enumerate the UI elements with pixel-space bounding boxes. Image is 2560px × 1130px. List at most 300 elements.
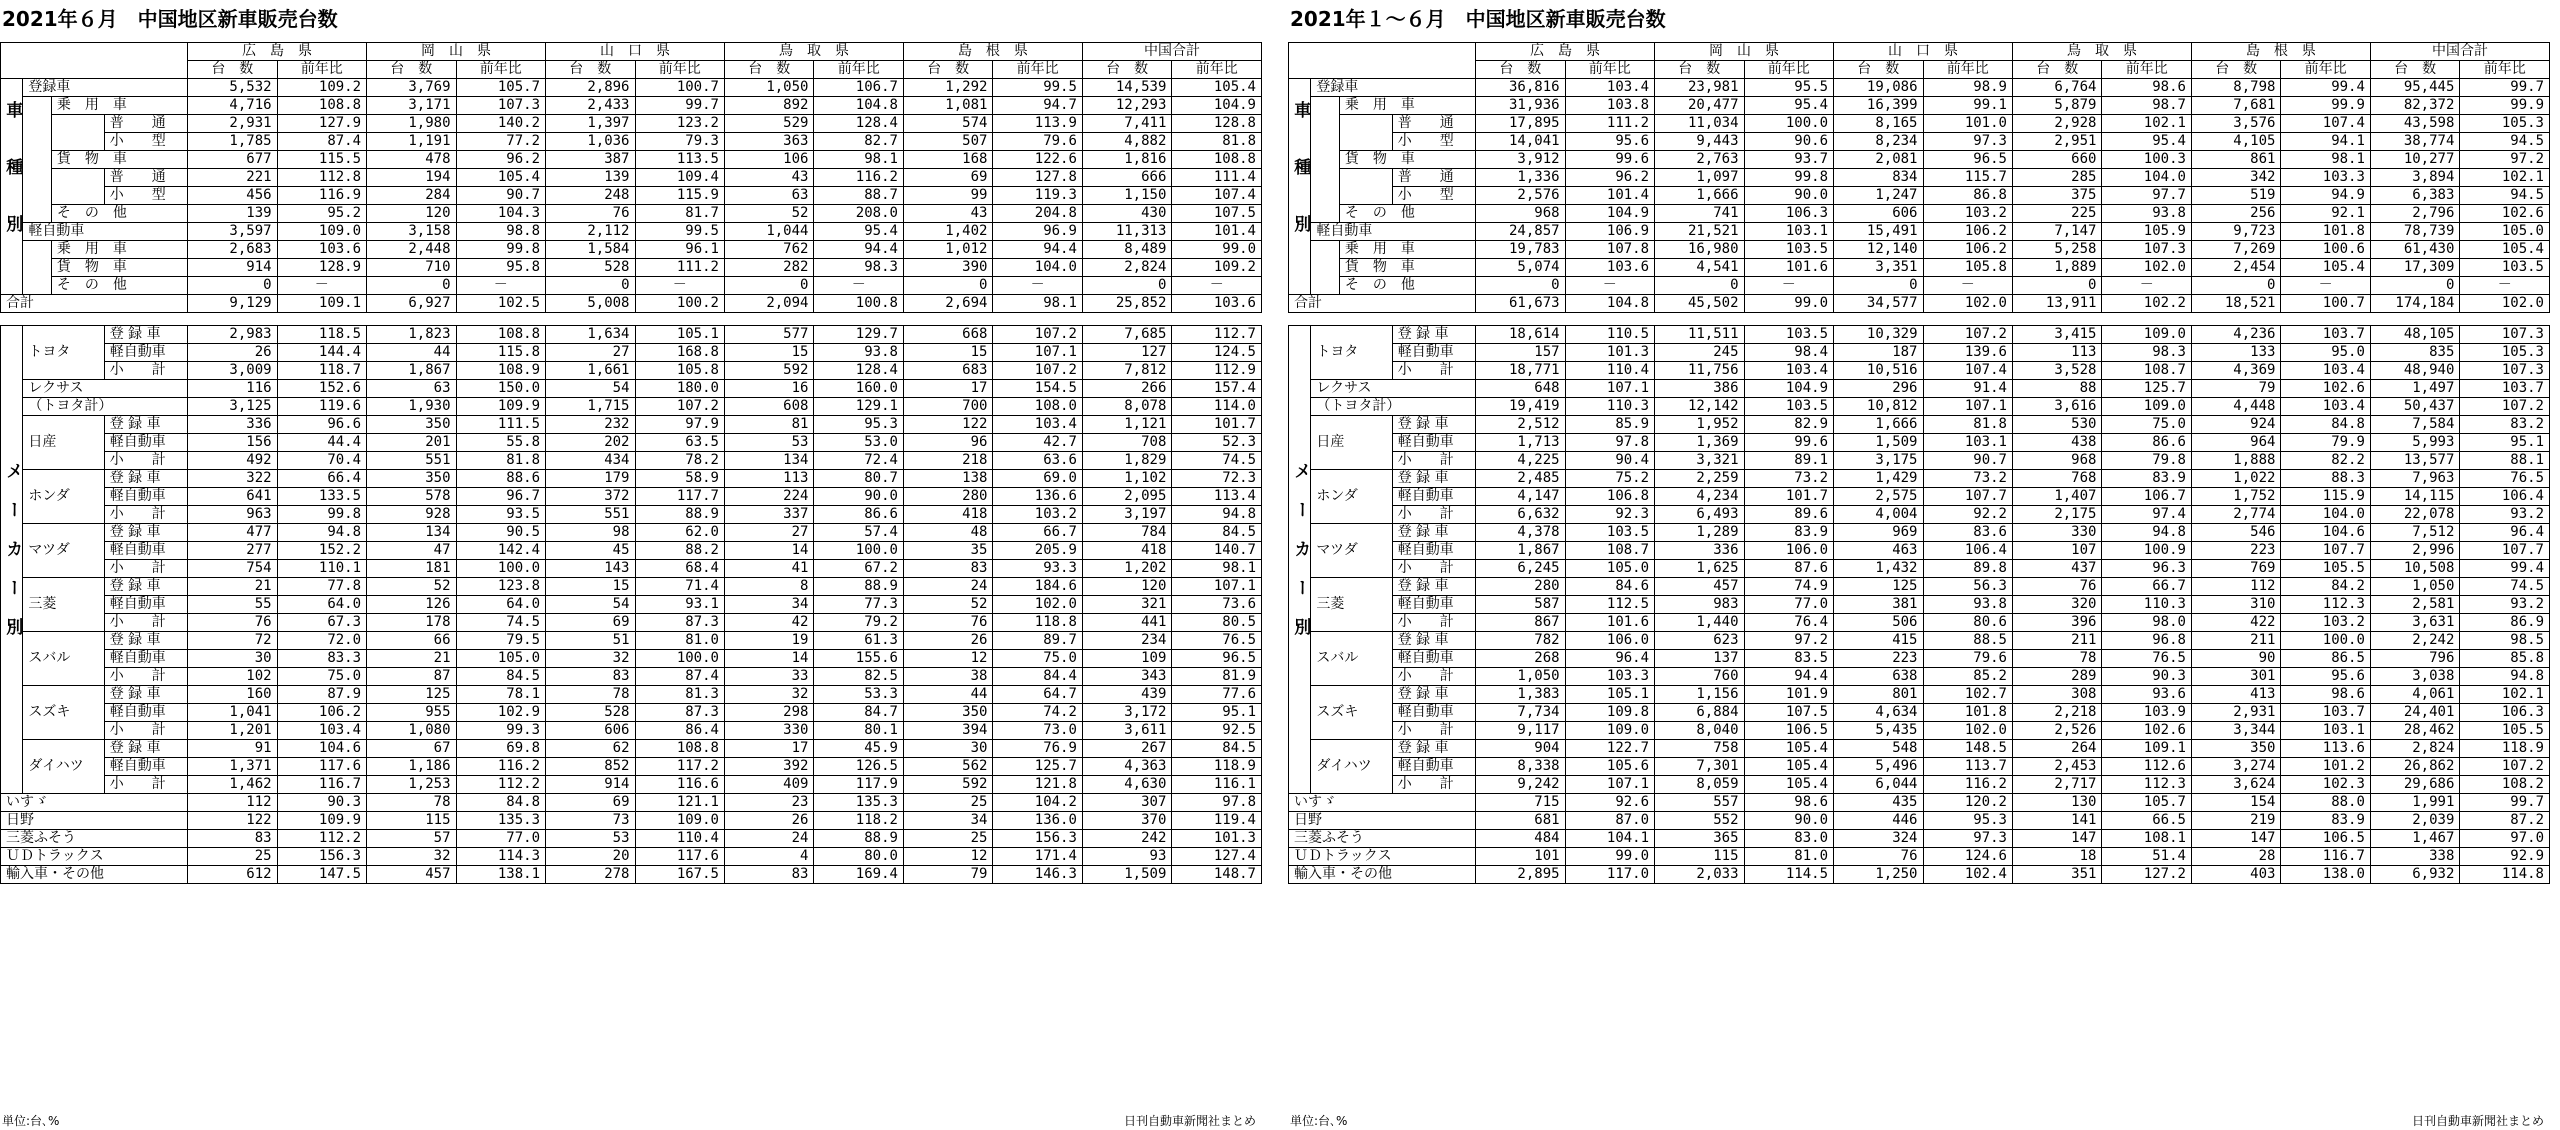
data-cell: 97.7 [2102, 187, 2191, 205]
data-cell: 103.7 [2281, 704, 2370, 722]
data-cell: 96.8 [2102, 632, 2191, 650]
data-cell: 507 [903, 133, 992, 151]
data-cell: 10,277 [2370, 151, 2459, 169]
data-cell: 95.6 [2281, 668, 2370, 686]
data-cell: 83.9 [1744, 524, 1833, 542]
data-cell: 92.6 [1565, 794, 1654, 812]
data-cell: 134 [724, 452, 813, 470]
data-cell: 321 [1082, 596, 1171, 614]
data-cell: 24 [903, 578, 992, 596]
data-cell: 90.0 [814, 488, 903, 506]
table-row [1, 344, 1262, 362]
data-cell: 95.3 [1923, 812, 2012, 830]
column-header-units: 台 数 [1655, 61, 1744, 79]
indent-cell [23, 187, 51, 205]
data-cell: 6,632 [1476, 506, 1565, 524]
row-label: 普 通 [1392, 115, 1475, 133]
sub-label: 登 録 車 [1392, 740, 1475, 758]
row-label: そ の 他 [1339, 205, 1475, 223]
data-cell: 3,171 [367, 97, 456, 115]
sub-label: 小 計 [104, 668, 187, 686]
data-cell: 112.5 [1565, 596, 1654, 614]
data-cell: 105.1 [635, 326, 724, 344]
indent-cell [51, 115, 104, 133]
source-note: 日刊自動車新聞社まとめ [1123, 1114, 1256, 1128]
data-cell: 3,158 [367, 223, 456, 241]
row-label: そ の 他 [1339, 277, 1475, 295]
data-cell: 129.1 [814, 398, 903, 416]
data-cell: 66.5 [2102, 812, 2191, 830]
data-cell: 372 [546, 488, 635, 506]
data-cell: 218 [903, 452, 992, 470]
data-cell: 5,993 [2370, 434, 2459, 452]
data-cell: 98.4 [1744, 344, 1833, 362]
data-cell: 90.0 [1744, 812, 1833, 830]
data-cell: 57 [367, 830, 456, 848]
data-cell: 741 [1655, 205, 1744, 223]
data-cell: 18,521 [2191, 295, 2280, 313]
column-header-ratio: 前年比 [814, 61, 903, 79]
data-cell: 120 [1082, 578, 1171, 596]
data-cell: 100.0 [635, 650, 724, 668]
data-cell: 105.4 [2281, 259, 2370, 277]
column-header-units: 台 数 [724, 61, 813, 79]
data-cell: 83 [903, 560, 992, 578]
data-cell: 99.1 [1923, 97, 2012, 115]
maker-label: （トヨタ計） [1311, 398, 1476, 416]
table-row [1289, 97, 2550, 115]
sub-label: 小 計 [1392, 668, 1475, 686]
data-cell: 144.4 [277, 344, 366, 362]
data-cell: 100.0 [814, 542, 903, 560]
data-cell: 577 [724, 326, 813, 344]
data-cell: 103.4 [1565, 79, 1654, 97]
data-cell: 248 [546, 187, 635, 205]
data-cell: 83 [724, 866, 813, 884]
data-cell: 45 [546, 542, 635, 560]
data-cell: 78 [367, 794, 456, 812]
data-cell: 308 [2012, 686, 2101, 704]
data-cell: 296 [1834, 380, 1923, 398]
column-header-ratio: 前年比 [2102, 61, 2191, 79]
data-cell: 122.7 [1565, 740, 1654, 758]
data-cell: 225 [2012, 205, 2101, 223]
table-row [1289, 542, 2550, 560]
data-cell: 88.7 [814, 187, 903, 205]
data-cell: 106.2 [277, 704, 366, 722]
data-cell: 112.2 [456, 776, 545, 794]
data-cell: 98.5 [2460, 632, 2550, 650]
data-cell: 107 [2012, 542, 2101, 560]
table-row [1, 169, 1262, 187]
data-cell: 638 [1834, 668, 1923, 686]
column-header-units: 台 数 [546, 61, 635, 79]
data-cell: 1,250 [1834, 866, 1923, 884]
data-cell: 964 [2191, 434, 2280, 452]
maker-label: 三菱ふそう [1, 830, 188, 848]
data-cell: 135.3 [456, 812, 545, 830]
data-cell: 110.4 [635, 830, 724, 848]
data-cell: 94.8 [277, 524, 366, 542]
table-row [1289, 830, 2550, 848]
header-row-regions [1289, 43, 2550, 61]
data-cell: 104.9 [1744, 380, 1833, 398]
table-row [1, 151, 1262, 169]
column-header-units: 台 数 [188, 61, 277, 79]
data-cell: 99.5 [635, 223, 724, 241]
data-cell: 92.1 [2281, 205, 2370, 223]
data-cell: 1,829 [1082, 452, 1171, 470]
data-cell: 113 [2012, 344, 2101, 362]
data-cell: 113.4 [1172, 488, 1262, 506]
data-cell: 1,867 [367, 362, 456, 380]
data-cell: 99.6 [1565, 151, 1654, 169]
data-cell: 1,432 [1834, 560, 1923, 578]
data-cell: 160.0 [814, 380, 903, 398]
data-cell: 107.4 [1172, 187, 1262, 205]
data-cell: 12 [903, 848, 992, 866]
data-cell: 8,338 [1476, 758, 1565, 776]
data-cell: 968 [2012, 452, 2101, 470]
header-corner [1, 61, 188, 79]
data-cell: 108.2 [2460, 776, 2550, 794]
data-cell: 118.5 [277, 326, 366, 344]
data-cell: 110.3 [2102, 596, 2191, 614]
data-cell: 107.2 [635, 398, 724, 416]
data-cell: 834 [1834, 169, 1923, 187]
data-cell: 48,940 [2370, 362, 2459, 380]
data-cell: 105.4 [1744, 776, 1833, 794]
data-cell: 99.9 [2460, 97, 2550, 115]
data-cell: 924 [2191, 416, 2280, 434]
data-cell: 96.7 [456, 488, 545, 506]
table-row [1, 97, 1262, 115]
data-cell: 370 [1082, 812, 1171, 830]
data-cell: 35 [903, 542, 992, 560]
data-cell: 76.9 [993, 740, 1082, 758]
data-cell: 623 [1655, 632, 1744, 650]
data-cell: 98.1 [814, 151, 903, 169]
data-cell: 109.9 [277, 812, 366, 830]
data-cell: 99.8 [456, 241, 545, 259]
data-cell: 914 [188, 259, 277, 277]
data-cell: 138.1 [456, 866, 545, 884]
data-cell: 70.4 [277, 452, 366, 470]
table-row [1, 133, 1262, 151]
data-cell: 100.7 [635, 79, 724, 97]
data-cell: 592 [724, 362, 813, 380]
data-cell: 528 [546, 259, 635, 277]
data-cell: 104.1 [1565, 830, 1654, 848]
sub-label: 登 録 車 [1392, 686, 1475, 704]
data-cell: 88.9 [635, 506, 724, 524]
data-cell: 2,763 [1655, 151, 1744, 169]
data-cell: 69 [546, 614, 635, 632]
data-cell: 434 [546, 452, 635, 470]
data-cell: 123.8 [456, 578, 545, 596]
row-label: 合計 [1289, 295, 1476, 313]
sub-label: 小 計 [104, 722, 187, 740]
sub-label: 軽自動車 [104, 758, 187, 776]
row-label: 小 型 [1392, 133, 1475, 151]
sub-label: 登 録 車 [104, 524, 187, 542]
data-cell: 6,383 [2370, 187, 2459, 205]
data-cell: 116 [188, 380, 277, 398]
data-cell: 101.0 [1923, 115, 2012, 133]
data-cell: 8 [724, 578, 813, 596]
data-cell: 202 [546, 434, 635, 452]
data-cell: 17,309 [2370, 259, 2459, 277]
data-cell: 96.2 [1565, 169, 1654, 187]
row-label: 小 型 [1392, 187, 1475, 205]
indent-cell [1311, 241, 1339, 259]
data-cell: 86.6 [2102, 434, 2191, 452]
data-cell: 108.8 [1172, 151, 1262, 169]
data-cell: 44 [367, 344, 456, 362]
data-cell: 81.8 [456, 452, 545, 470]
data-cell: 109.8 [1565, 704, 1654, 722]
data-cell: 2,512 [1476, 416, 1565, 434]
data-cell: 78 [2012, 650, 2101, 668]
maker-label: 三菱 [1311, 578, 1392, 632]
data-cell: 87.3 [635, 614, 724, 632]
data-cell: 1,036 [546, 133, 635, 151]
data-cell: 63 [367, 380, 456, 398]
data-cell: 107.4 [2281, 115, 2370, 133]
data-cell: 19,086 [1834, 79, 1923, 97]
data-cell: 115.8 [456, 344, 545, 362]
data-cell: 1,661 [546, 362, 635, 380]
spacer-cell [1, 313, 1262, 326]
data-cell: 80.5 [1172, 614, 1262, 632]
data-cell: 1,292 [903, 79, 992, 97]
data-cell: － [1172, 277, 1262, 295]
data-cell: 148.5 [1923, 740, 2012, 758]
unit-note: 単位:台､% [2, 1114, 60, 1128]
region-header: 鳥 取 県 [724, 43, 903, 61]
data-cell: 336 [1655, 542, 1744, 560]
data-cell: 100.7 [2281, 295, 2370, 313]
data-cell: 1,041 [188, 704, 277, 722]
data-cell: 140.7 [1172, 542, 1262, 560]
data-cell: 1,191 [367, 133, 456, 151]
data-cell: 16,980 [1655, 241, 1744, 259]
data-cell: 1,081 [903, 97, 992, 115]
data-cell: 205.9 [993, 542, 1082, 560]
data-cell: 95.0 [2281, 344, 2370, 362]
table-row [1289, 277, 2550, 295]
data-cell: 129.7 [814, 326, 903, 344]
data-cell: 53.3 [814, 686, 903, 704]
data-cell: 330 [724, 722, 813, 740]
data-cell: 105.8 [1923, 259, 2012, 277]
data-cell: 147 [2012, 830, 2101, 848]
source-note: 日刊自動車新聞社まとめ [2411, 1114, 2544, 1128]
data-cell: 105.4 [456, 169, 545, 187]
data-cell: 92.3 [1565, 506, 1654, 524]
table-row [1289, 524, 2550, 542]
data-cell: 1,991 [2370, 794, 2459, 812]
data-cell: 74.9 [1744, 578, 1833, 596]
data-cell: 130 [2012, 794, 2101, 812]
data-cell: 668 [903, 326, 992, 344]
data-cell: 113.5 [635, 151, 724, 169]
data-cell: 801 [1834, 686, 1923, 704]
data-cell: － [2281, 277, 2370, 295]
data-cell: 168 [903, 151, 992, 169]
table-footer [0, 1112, 1262, 1130]
data-cell: 6,927 [367, 295, 456, 313]
data-cell: 3,415 [2012, 326, 2101, 344]
data-cell: 27 [546, 344, 635, 362]
column-header-ratio: 前年比 [1172, 61, 1262, 79]
data-cell: 53 [724, 434, 813, 452]
data-cell: 2,526 [2012, 722, 2101, 740]
data-cell: 463 [1834, 542, 1923, 560]
data-cell: 1,121 [1082, 416, 1171, 434]
header-row-columns [1, 61, 1262, 79]
sub-label: 軽自動車 [1392, 434, 1475, 452]
indent-cell [23, 169, 51, 187]
data-cell: 394 [903, 722, 992, 740]
maker-label: ホンダ [23, 470, 104, 524]
table-row [1289, 344, 2550, 362]
data-cell: － [814, 277, 903, 295]
data-cell: 100.8 [814, 295, 903, 313]
data-cell: 211 [2012, 632, 2101, 650]
data-cell: 104.0 [2281, 506, 2370, 524]
data-cell: 73.0 [993, 722, 1082, 740]
data-cell: 83.2 [2460, 416, 2550, 434]
data-cell: － [2460, 277, 2550, 295]
data-cell: 11,034 [1655, 115, 1744, 133]
data-cell: 769 [2191, 560, 2280, 578]
data-cell: 107.1 [1172, 578, 1262, 596]
data-cell: 1,509 [1082, 866, 1171, 884]
sub-label: 軽自動車 [1392, 758, 1475, 776]
data-cell: 34,577 [1834, 295, 1923, 313]
data-cell: 68.4 [635, 560, 724, 578]
data-cell: 152.6 [277, 380, 366, 398]
data-cell: 4 [724, 848, 813, 866]
data-cell: 1,752 [2191, 488, 2280, 506]
data-cell: 115.9 [635, 187, 724, 205]
data-cell: 125 [1834, 578, 1923, 596]
maker-label: いすゞ [1, 794, 188, 812]
data-cell: 110.1 [277, 560, 366, 578]
data-cell: 86.8 [1923, 187, 2012, 205]
data-cell: 15,491 [1834, 223, 1923, 241]
data-cell: 280 [1476, 578, 1565, 596]
data-cell: 103.1 [1744, 223, 1833, 241]
data-cell: 4,369 [2191, 362, 2280, 380]
data-cell: 91 [188, 740, 277, 758]
data-cell: 103.4 [993, 416, 1082, 434]
data-cell: 86.9 [2460, 614, 2550, 632]
row-label: 合計 [1, 295, 188, 313]
data-cell: 2,576 [1476, 187, 1565, 205]
data-cell: 1,247 [1834, 187, 1923, 205]
column-header-ratio: 前年比 [1744, 61, 1833, 79]
data-cell: 109.2 [1172, 259, 1262, 277]
data-cell: 107.3 [456, 97, 545, 115]
data-cell: 99.4 [2460, 560, 2550, 578]
table-row [1, 452, 1262, 470]
data-cell: 107.3 [2460, 326, 2550, 344]
table-row [1289, 362, 2550, 380]
data-cell: 84.5 [456, 668, 545, 686]
data-cell: 67.2 [814, 560, 903, 578]
data-cell: 103.7 [2281, 326, 2370, 344]
data-cell: 94.5 [2460, 133, 2550, 151]
table-row [1289, 259, 2550, 277]
data-cell: 143 [546, 560, 635, 578]
data-cell: 1,202 [1082, 560, 1171, 578]
data-cell: 320 [2012, 596, 2101, 614]
region-header: 中国合計 [1082, 43, 1261, 61]
data-cell: 103.7 [2460, 380, 2550, 398]
row-label: 普 通 [104, 169, 187, 187]
data-cell: 11,756 [1655, 362, 1744, 380]
data-cell: 2,242 [2370, 632, 2459, 650]
data-cell: 95.6 [1565, 133, 1654, 151]
data-cell: 102.3 [2281, 776, 2370, 794]
indent-cell [23, 97, 51, 115]
data-cell: 44 [903, 686, 992, 704]
data-cell: 24,857 [1476, 223, 1565, 241]
data-cell: 53 [546, 830, 635, 848]
data-cell: 529 [724, 115, 813, 133]
data-cell: 12,142 [1655, 398, 1744, 416]
data-cell: 101.8 [1923, 704, 2012, 722]
indent-cell [1311, 151, 1339, 169]
data-cell: 0 [1834, 277, 1923, 295]
data-cell: 760 [1655, 668, 1744, 686]
data-cell: 102.0 [2102, 259, 2191, 277]
data-cell: 38,774 [2370, 133, 2459, 151]
data-cell: 484 [1476, 830, 1565, 848]
data-cell: 109.0 [277, 223, 366, 241]
data-cell: 83.5 [1744, 650, 1833, 668]
data-cell: 100.0 [2281, 632, 2370, 650]
data-cell: 7,411 [1082, 115, 1171, 133]
data-cell: 102.0 [2460, 295, 2550, 313]
data-cell: 4,147 [1476, 488, 1565, 506]
sub-label: 登 録 車 [104, 470, 187, 488]
data-cell: 82,372 [2370, 97, 2459, 115]
cumulative-sales-panel [1288, 0, 2550, 1128]
data-cell: 2,453 [2012, 758, 2101, 776]
column-header-ratio: 前年比 [1923, 61, 2012, 79]
data-cell: 137 [1655, 650, 1744, 668]
maker-label: マツダ [23, 524, 104, 578]
data-cell: 103.1 [2281, 722, 2370, 740]
data-cell: 15 [724, 344, 813, 362]
maker-label: 輸入車・その他 [1289, 866, 1476, 884]
data-cell: 108.0 [993, 398, 1082, 416]
table-row [1289, 169, 2550, 187]
table-row [1289, 326, 2550, 344]
data-cell: 211 [2191, 632, 2280, 650]
data-cell: 3,038 [2370, 668, 2459, 686]
data-cell: 557 [1655, 794, 1744, 812]
data-cell: 123.2 [635, 115, 724, 133]
data-cell: 2,259 [1655, 470, 1744, 488]
indent-cell [23, 151, 51, 169]
data-cell: 169.4 [814, 866, 903, 884]
data-cell: 8,040 [1655, 722, 1744, 740]
data-cell: 96.5 [1923, 151, 2012, 169]
